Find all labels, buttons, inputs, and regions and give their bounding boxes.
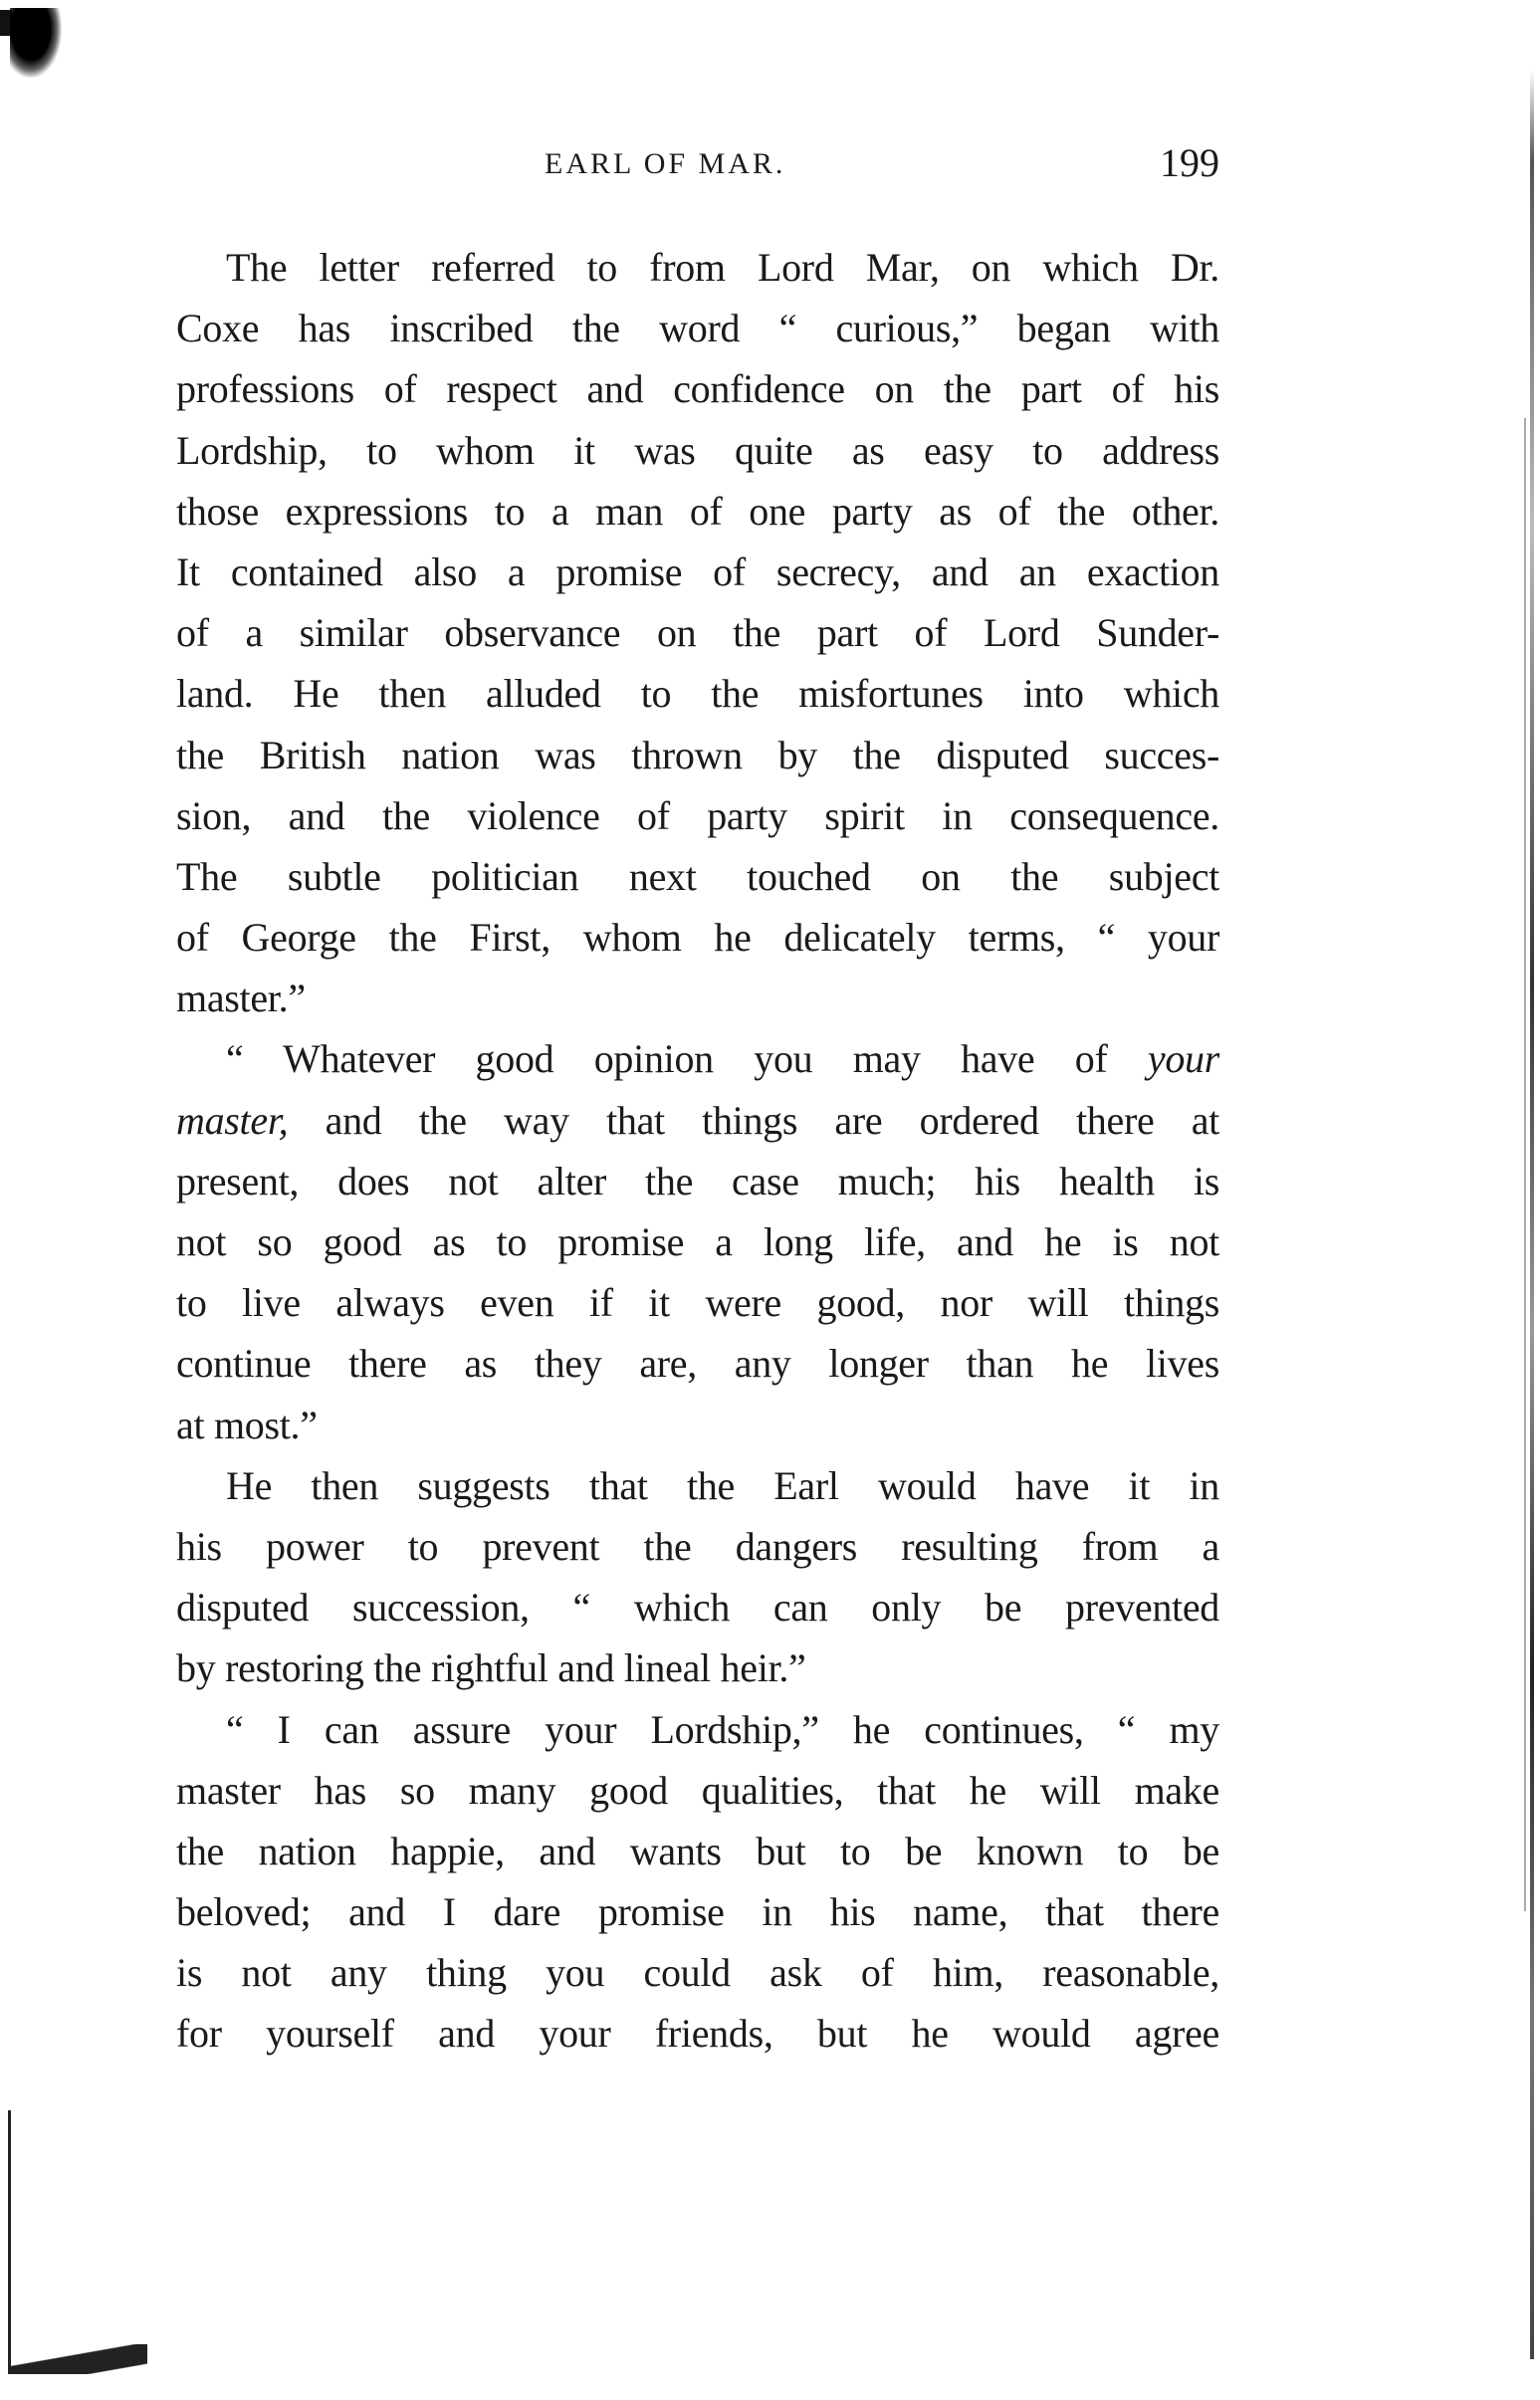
line-text: sion, and the violence of party spirit in consequence. <box>176 792 1219 838</box>
text-line <box>176 663 1219 724</box>
line-text: “ Whatever good opinion you may have of <box>226 1036 1148 1082</box>
text-line <box>176 725 1219 785</box>
line-text: He then suggests that the Earl would have it in <box>226 1462 1219 1508</box>
line-text: disputed succession, “ which can only be prevented <box>176 1585 1219 1631</box>
line-text: those expressions to a man of one party as of the other. <box>176 488 1219 534</box>
running-title: EARL OF MAR. <box>545 147 786 180</box>
line-text: not so good as to promise a long life, and he is not <box>176 1219 1219 1264</box>
line-text: continue there as they are, any longer than he lives <box>176 1341 1219 1387</box>
page-edge-shadow <box>1530 70 1534 2359</box>
text-line <box>176 1028 1219 1089</box>
line-text: is not any thing you could ask of him, reasonable, <box>176 1950 1219 1996</box>
line-text: and the way that things are ordered there at <box>288 1097 1219 1143</box>
line-text: master.” <box>176 976 306 1021</box>
body-text <box>176 237 1219 2065</box>
text-line <box>176 237 1219 298</box>
line-text: It contained also a promise of secrecy, and an exaction <box>176 548 1219 594</box>
text-line <box>176 1151 1219 1211</box>
text-line <box>176 1516 1219 1577</box>
text-line <box>176 1821 1219 1881</box>
line-text: to live always even if it were good, nor will things <box>176 1280 1219 1326</box>
line-text: of George the First, whom he delicately terms, “ your <box>176 915 1219 961</box>
line-text: beloved; and I dare promise in his name, that there <box>176 1889 1219 1935</box>
text-line <box>176 1395 1219 1455</box>
line-text: “ I can assure your Lordship,” he continues, “ my <box>226 1706 1219 1752</box>
text-line <box>176 846 1219 907</box>
line-text: present, does not alter the case much; his health is <box>176 1158 1219 1203</box>
binding-corner <box>8 2344 147 2374</box>
text-line <box>176 1211 1219 1272</box>
ink-blot <box>10 8 62 78</box>
line-text: professions of respect and confidence on the part of his <box>176 366 1219 412</box>
line-text: the British nation was thrown by the disputed succes- <box>176 732 1219 777</box>
text-line <box>176 1577 1219 1637</box>
line-text: land. He then alluded to the misfortunes into which <box>176 671 1219 717</box>
line-text: of a similar observance on the part of Lord Sunder- <box>176 610 1219 656</box>
text-line <box>176 1090 1219 1151</box>
line-text: The subtle politician next touched on the subject <box>176 853 1219 899</box>
line-text: The letter referred to from Lord Mar, on which Dr. <box>226 245 1219 290</box>
text-line <box>176 1881 1219 1942</box>
page-edge-line <box>1524 418 1526 1911</box>
line-text: by restoring the rightful and lineal heir.” <box>176 1645 806 1691</box>
line-text: Coxe has inscribed the word “ curious,” began with <box>176 306 1219 351</box>
text-line <box>176 1760 1219 1821</box>
line-text: for yourself and your friends, but he would agree <box>176 2011 1219 2057</box>
text-line <box>176 298 1219 358</box>
text-line <box>176 785 1219 846</box>
text-line <box>176 481 1219 542</box>
text-line <box>176 1942 1219 2003</box>
line-text: at most.” <box>176 1402 318 1447</box>
text-line <box>176 602 1219 663</box>
text-line <box>176 1455 1219 1516</box>
text-line <box>176 907 1219 968</box>
text-line <box>176 1333 1219 1394</box>
binding-edge <box>8 2110 11 2369</box>
text-line <box>176 1699 1219 1760</box>
line-text: the nation happie, and wants but to be known to be <box>176 1828 1219 1873</box>
italic-text: your <box>1147 1036 1219 1082</box>
italic-text: master, <box>176 1097 289 1143</box>
text-line <box>176 542 1219 602</box>
page-number: 199 <box>1160 140 1219 185</box>
text-line <box>176 1272 1219 1333</box>
page-header <box>176 139 1219 189</box>
text-line <box>176 1637 1219 1698</box>
text-line <box>176 358 1219 419</box>
line-text: his power to prevent the dangers resulting from a <box>176 1523 1219 1569</box>
text-line <box>176 420 1219 481</box>
text-line <box>176 968 1219 1028</box>
line-text: master has so many good qualities, that he will make <box>176 1767 1219 1813</box>
text-line <box>176 2003 1219 2064</box>
line-text: Lordship, to whom it was quite as easy to address <box>176 427 1219 473</box>
